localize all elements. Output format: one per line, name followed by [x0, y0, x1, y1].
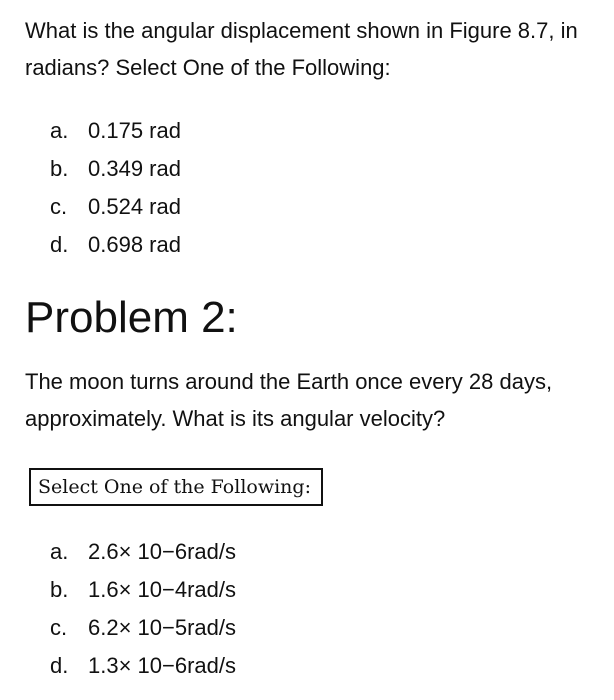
option-text: 2.6× 10−6rad/s	[88, 539, 237, 564]
option-text: 6.2× 10−5rad/s	[88, 615, 237, 640]
option-letter: a.	[50, 539, 69, 564]
option-letter: b.	[50, 577, 69, 602]
option-text: 0.349 rad	[88, 156, 181, 181]
option-text: 0.524 rad	[88, 194, 181, 219]
select-one-label: Select One of the Following:	[29, 468, 323, 506]
option-letter: c.	[50, 615, 68, 640]
option-letter: b.	[50, 156, 69, 181]
problem-2-text: The moon turns around the Earth once every 28 days, approximately. What is its angular velocity?	[25, 369, 553, 431]
option-text: 1.6× 10−4rad/s	[88, 577, 237, 602]
option-letter: c.	[50, 194, 68, 219]
option-text: 1.3× 10−6rad/s	[88, 653, 237, 678]
option-letter: d.	[50, 653, 69, 678]
option-text: 0.175 rad	[88, 118, 181, 143]
problem-2-heading: Problem 2:	[25, 293, 238, 342]
option-text: 0.698 rad	[88, 232, 181, 257]
option-letter: a.	[50, 118, 69, 143]
option-letter: d.	[50, 232, 69, 257]
question-1-text: What is the angular displacement shown in Figure 8.7, in radians? Select One of the Following:	[25, 18, 578, 80]
